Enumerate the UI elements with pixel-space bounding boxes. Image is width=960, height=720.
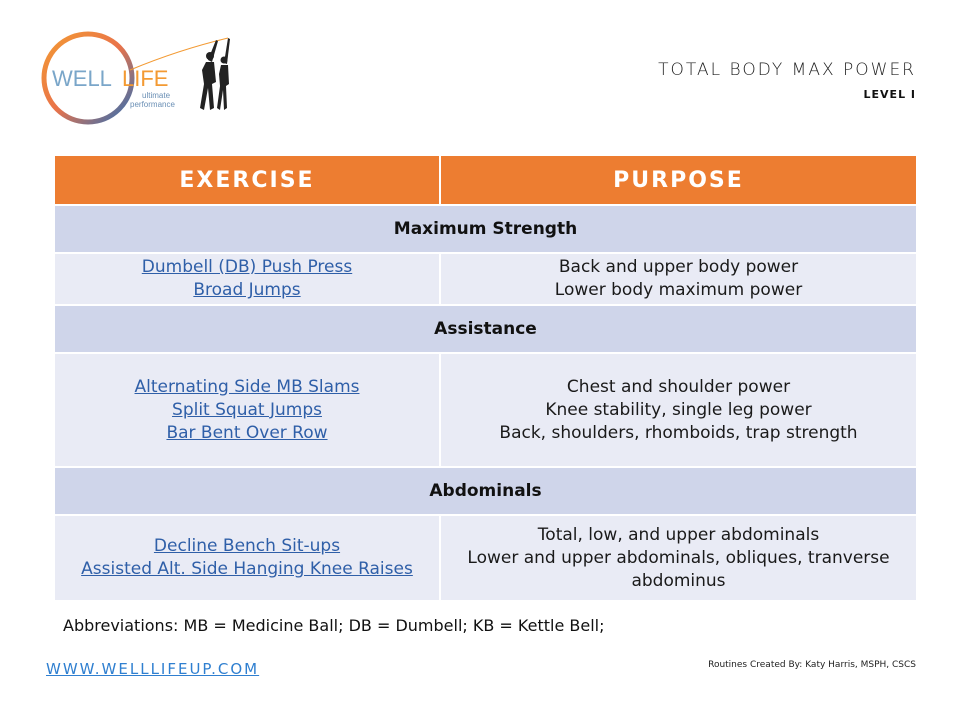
purpose-cell	[440, 515, 917, 601]
athletes-silhouette-icon	[200, 38, 230, 110]
purpose-text: Lower and upper abdominals, obliques, tranverse	[467, 547, 890, 568]
section-title-abdominals: Abdominals	[54, 467, 917, 515]
purpose-cell	[440, 353, 917, 467]
section-title-maximum-strength: Maximum Strength	[54, 205, 917, 253]
section-row	[54, 467, 917, 515]
exercise-link[interactable]: Assisted Alt. Side Hanging Knee Raises	[81, 559, 413, 579]
purpose-cell	[440, 253, 917, 305]
table-row	[54, 253, 917, 305]
purpose-text: Back and upper body power	[558, 257, 799, 277]
purpose-text: Back, shoulders, rhomboids, trap strength	[499, 422, 858, 443]
table-row	[54, 353, 917, 467]
section-title-assistance: Assistance	[54, 305, 917, 353]
section-row	[54, 305, 917, 353]
exercise-link[interactable]: Dumbell (DB) Push Press	[141, 257, 353, 277]
abbreviations-label: Abbreviations:	[63, 616, 179, 635]
section-row	[54, 205, 917, 253]
logo-word-well: WELL	[52, 66, 112, 91]
website-link[interactable]: WWW.WELLLIFEUP.COM	[46, 660, 260, 678]
document-title: TOTAL BODY MAX POWER	[658, 60, 916, 80]
header-purpose: PURPOSE	[440, 155, 917, 205]
logo-tagline-1: ultimate	[142, 91, 171, 100]
exercise-link[interactable]: Broad Jumps	[193, 280, 301, 300]
logo-tagline-2: performance	[130, 100, 175, 109]
routine-table	[53, 154, 918, 602]
exercise-cell	[54, 353, 440, 467]
purpose-text: abdominus	[631, 570, 726, 591]
exercise-link[interactable]: Decline Bench Sit-ups	[153, 536, 341, 556]
document-header	[658, 60, 916, 101]
table-header-row	[54, 155, 917, 205]
logo-word-life: LIFE	[122, 66, 169, 91]
purpose-text: Total, low, and upper abdominals	[537, 524, 820, 545]
document-level: LEVEL I	[863, 88, 916, 101]
exercise-link[interactable]: Bar Bent Over Row	[166, 422, 328, 443]
exercise-cell	[54, 515, 440, 601]
exercise-cell	[54, 253, 440, 305]
welllife-logo	[38, 30, 238, 130]
exercise-link[interactable]: Alternating Side MB Slams	[134, 376, 360, 397]
credit-text: Routines Created By: Katy Harris, MSPH, CSCS	[708, 660, 916, 670]
abbreviations-text: MB = Medicine Ball; DB = Dumbell; KB = Kettle Bell;	[178, 616, 605, 635]
table-row	[54, 515, 917, 601]
header-exercise: EXERCISE	[54, 155, 440, 205]
purpose-text: Chest and shoulder power	[566, 376, 791, 397]
abbreviations-note	[63, 616, 604, 635]
purpose-text: Knee stability, single leg power	[545, 399, 812, 420]
exercise-link[interactable]: Split Squat Jumps	[172, 399, 322, 420]
purpose-text: Lower body maximum power	[554, 280, 803, 300]
